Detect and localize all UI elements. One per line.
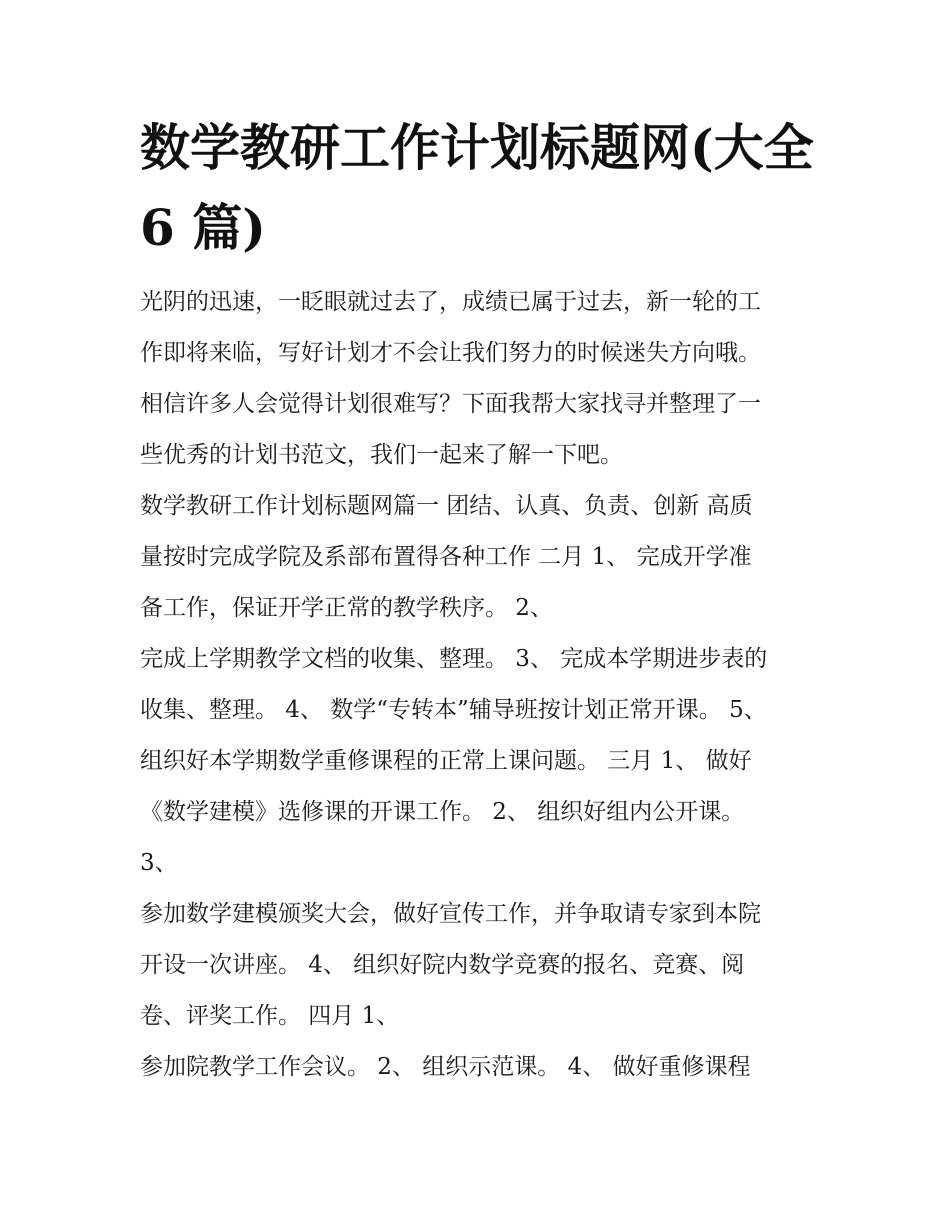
title-line-1: 数学教研工作计划标题网(大全 (140, 118, 814, 177)
body-line: 3、 (140, 850, 178, 876)
title-line-2: 6 篇) (140, 198, 266, 257)
body-line: 光阴的迅速，一眨眼就过去了，成绩已属于过去，新一轮的工 (140, 289, 761, 315)
body-line: 相信许多人会觉得计划很难写？下面我帮大家找寻并整理了一 (140, 391, 761, 417)
body-line: 量按时完成学院及系部布置得各种工作 二月 1、 完成开学准 (140, 544, 752, 570)
document-title (140, 108, 820, 268)
body-line: 备工作，保证开学正常的教学秩序。 2、 (140, 595, 553, 621)
body-line: 开设一次讲座。 4、 组织好院内数学竞赛的报名、竞赛、阅 (140, 952, 745, 978)
body-line: 参加数学建模颁奖大会，做好宣传工作，并争取请专家到本院 (140, 901, 761, 927)
body-line: 数学教研工作计划标题网篇一 团结、认真、负责、创新 高质 (140, 493, 753, 519)
document-body (140, 277, 830, 1093)
body-line: 参加院教学工作会议。 2、 组织示范课。 4、 做好重修课程 (140, 1054, 751, 1080)
body-line: 卷、评奖工作。 四月 1、 (140, 1003, 400, 1029)
body-line: 组织好本学期数学重修课程的正常上课问题。 三月 1、 做好 (140, 748, 752, 774)
body-line: 收集、整理。 4、 数学“专转本”辅导班按计划正常开课。 5、 (140, 697, 767, 723)
body-line: 完成上学期教学文档的收集、整理。 3、 完成本学期进步表的 (140, 646, 768, 672)
body-line: 《数学建模》选修课的开课工作。 2、 组织好组内公开课。 (140, 799, 745, 825)
body-line: 作即将来临，写好计划才不会让我们努力的时候迷失方向哦。 (140, 340, 761, 366)
body-line: 些优秀的计划书范文，我们一起来了解一下吧。 (140, 442, 623, 468)
